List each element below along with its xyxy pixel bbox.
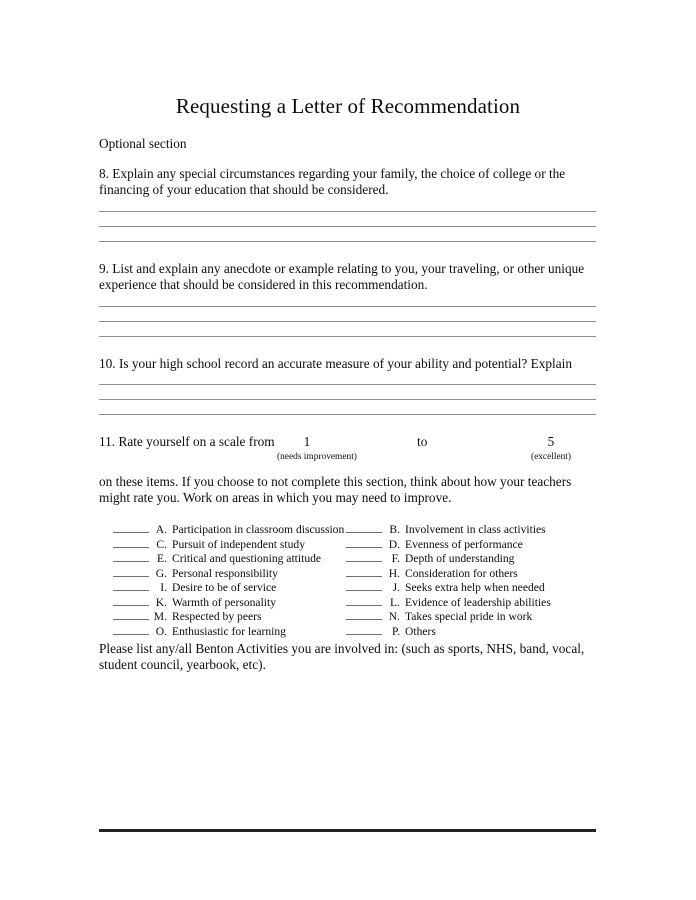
checklist-row xyxy=(113,536,596,551)
item-label: Evidence of leadership abilities xyxy=(405,595,551,609)
item-letter: O. xyxy=(155,624,167,638)
item-label: Involvement in class activities xyxy=(405,523,546,536)
checklist-item-a[interactable] xyxy=(113,521,346,536)
checklist-row xyxy=(113,550,596,565)
rating-blank[interactable] xyxy=(113,565,149,577)
rating-high-caption: (excellent) xyxy=(530,452,572,463)
rating-blank[interactable] xyxy=(346,623,382,635)
item-letter: H. xyxy=(388,566,400,580)
item-label: Depth of understanding xyxy=(405,552,515,566)
rating-blank[interactable] xyxy=(113,594,149,606)
rating-low-caption: (needs improvement) xyxy=(277,452,357,463)
rating-blank[interactable] xyxy=(346,521,382,533)
rating-scale-connector: to xyxy=(417,434,428,449)
item-label: Desire to be of service xyxy=(172,581,277,595)
rating-blank[interactable] xyxy=(346,536,382,548)
checklist-row xyxy=(113,579,596,594)
footer-divider xyxy=(99,829,596,832)
item-label: Respected by peers xyxy=(172,610,262,624)
item-label: Critical and questioning attitude xyxy=(172,552,322,566)
rating-instructions-text: on these items. If you choose to not complete this section, think about how your teachers might rate you. Work on areas in which you may need to improve. xyxy=(99,474,572,506)
question-8-text: 8. Explain any special circumstances regarding your family, the choice of college or the financing of your education that should be considered. xyxy=(99,166,566,198)
checklist-item-l[interactable] xyxy=(346,594,596,609)
checklist-item-e[interactable] xyxy=(113,550,346,565)
item-letter: B. xyxy=(389,523,400,536)
write-in-line[interactable] xyxy=(99,336,596,337)
write-in-line[interactable] xyxy=(99,384,596,385)
rating-instructions xyxy=(99,474,596,507)
item-label: Participation in classroom discussion xyxy=(172,523,345,536)
item-label: Enthusiastic for learning xyxy=(172,624,286,638)
question-10-text: 10. Is your high school record an accurate measure of your ability and potential? Explain xyxy=(99,356,572,371)
write-in-line[interactable] xyxy=(99,321,596,322)
question-10 xyxy=(99,356,596,372)
item-letter: L. xyxy=(390,595,400,609)
item-label: Personal responsibility xyxy=(172,566,278,580)
rating-blank[interactable] xyxy=(113,536,149,548)
rating-blank[interactable] xyxy=(113,579,149,591)
optional-section-label xyxy=(99,136,596,152)
optional-section-text: Optional section xyxy=(99,136,187,151)
checklist-row xyxy=(113,623,596,638)
item-letter: J. xyxy=(392,581,400,595)
checklist-row xyxy=(113,565,596,580)
rating-blank[interactable] xyxy=(113,608,149,620)
checklist-row xyxy=(113,608,596,623)
rating-blank[interactable] xyxy=(113,623,149,635)
checklist-row xyxy=(113,521,596,536)
item-label: Warmth of personality xyxy=(172,595,277,609)
rating-scale-high xyxy=(511,434,591,463)
item-label: Seeks extra help when needed xyxy=(405,581,545,595)
rating-high-value: 5 xyxy=(547,434,555,449)
item-label: Takes special pride in work xyxy=(405,610,533,624)
item-label: Pursuit of independent study xyxy=(172,537,305,551)
item-letter: P. xyxy=(391,624,400,638)
question-10-answer-lines[interactable] xyxy=(99,384,596,415)
question-9-answer-lines[interactable] xyxy=(99,306,596,337)
checklist-item-h[interactable] xyxy=(346,565,596,580)
rating-blank[interactable] xyxy=(346,565,382,577)
item-letter: N. xyxy=(388,610,400,624)
rating-blank[interactable] xyxy=(346,579,382,591)
page-title: Requesting a Letter of Recommendation xyxy=(175,94,521,118)
checklist-item-m[interactable] xyxy=(113,608,346,623)
rating-blank[interactable] xyxy=(346,608,382,620)
rating-blank[interactable] xyxy=(346,550,382,562)
rating-blank[interactable] xyxy=(113,521,149,533)
checklist-item-o[interactable] xyxy=(113,623,346,638)
checklist-item-i[interactable] xyxy=(113,579,346,594)
item-letter: I. xyxy=(160,581,167,595)
item-label: Others xyxy=(405,624,436,638)
write-in-line[interactable] xyxy=(99,211,596,212)
write-in-line[interactable] xyxy=(99,414,596,415)
rating-blank[interactable] xyxy=(346,594,382,606)
item-letter: C. xyxy=(156,537,167,551)
checklist-item-j[interactable] xyxy=(346,579,596,594)
checklist-item-d[interactable] xyxy=(346,536,596,551)
item-letter: K. xyxy=(155,595,167,609)
rating-scale-row xyxy=(99,434,596,468)
item-letter: F. xyxy=(391,552,400,566)
checklist-row xyxy=(113,594,596,609)
rating-low-value: 1 xyxy=(303,434,311,449)
item-label: Consideration for others xyxy=(405,566,518,580)
item-letter: M. xyxy=(153,610,167,624)
item-label: Evenness of performance xyxy=(405,537,523,551)
question-9-text: 9. List and explain any anecdote or example relating to you, your traveling, or other unique experience that should be considered in this recommendation. xyxy=(99,261,585,293)
write-in-line[interactable] xyxy=(99,241,596,242)
question-8 xyxy=(99,166,596,199)
write-in-line[interactable] xyxy=(99,399,596,400)
checklist-item-p[interactable] xyxy=(346,623,596,638)
rating-blank[interactable] xyxy=(113,550,149,562)
question-9 xyxy=(99,261,596,294)
checklist-item-g[interactable] xyxy=(113,565,346,580)
rating-scale-lead: 11. Rate yourself on a scale from xyxy=(99,434,275,449)
item-letter: A. xyxy=(155,523,167,536)
write-in-line[interactable] xyxy=(99,226,596,227)
item-letter: G. xyxy=(155,566,167,580)
rating-scale-low xyxy=(277,434,357,463)
item-letter: D. xyxy=(388,537,400,551)
self-rating-checklist xyxy=(113,521,596,637)
checklist-item-k[interactable] xyxy=(113,594,346,609)
checklist-item-n[interactable] xyxy=(346,608,596,623)
checklist-item-c[interactable] xyxy=(113,536,346,551)
activities-prompt xyxy=(99,641,596,674)
checklist-item-f[interactable] xyxy=(346,550,596,565)
item-letter: E. xyxy=(157,552,167,566)
question-8-answer-lines[interactable] xyxy=(99,211,596,242)
checklist-item-b[interactable] xyxy=(346,521,596,536)
activities-prompt-text: Please list any/all Benton Activities you are involved in: (such as sports, NHS, band, vocal, student council, yearbook, etc). xyxy=(99,641,585,673)
write-in-line[interactable] xyxy=(99,306,596,307)
